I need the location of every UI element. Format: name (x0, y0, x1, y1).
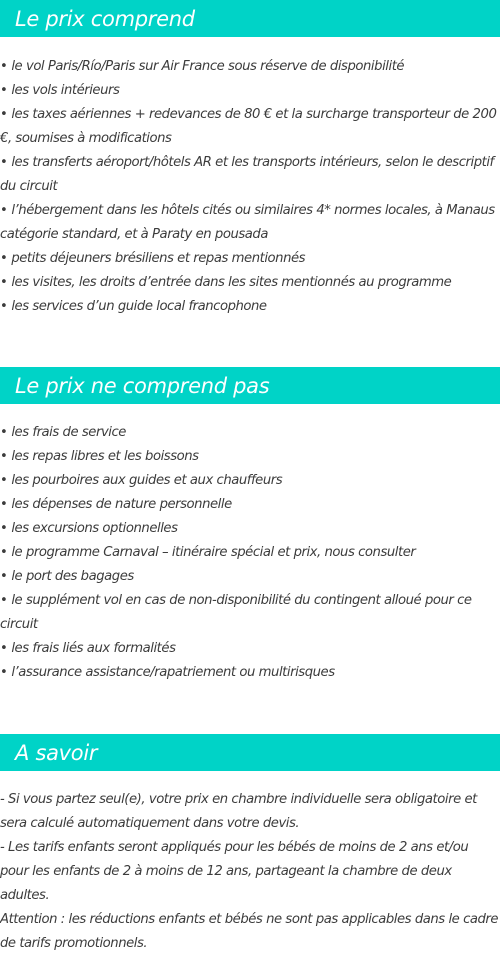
list-item: • le vol Paris/Río/Paris sur Air France sous réserve de disponibilité (0, 55, 500, 79)
list-item: • les taxes aériennes + redevances de 80 € et la surcharge transporteur de 200 €, soumises à modifications (0, 103, 500, 151)
list-item: • les repas libres et les boissons (0, 445, 500, 469)
section-price-excludes (0, 367, 500, 685)
section-header-price-excludes (0, 367, 500, 404)
list-item: • l’hébergement dans les hôtels cités ou similaires 4* normes locales, à Manaus catégorie standard, et à Paraty en pousada (0, 199, 500, 247)
list-item: • les excursions optionnelles (0, 517, 500, 541)
list-item: • le programme Carnaval – itinéraire spécial et prix, nous consulter (0, 541, 500, 565)
list-item: • les transferts aéroport/hôtels AR et les transports intérieurs, selon le descriptif du circuit (0, 151, 500, 199)
section-header-to-know (0, 734, 500, 771)
section-title: A savoir (15, 740, 98, 765)
list-item: • les vols intérieurs (0, 79, 500, 103)
list-item: • l’assurance assistance/rapatriement ou multirisques (0, 661, 500, 685)
section-title: Le prix ne comprend pas (15, 373, 270, 398)
list-item: • les frais de service (0, 421, 500, 445)
included-list (0, 37, 500, 319)
list-item: • les pourboires aux guides et aux chauffeurs (0, 469, 500, 493)
list-item: • petits déjeuners brésiliens et repas mentionnés (0, 247, 500, 271)
excluded-list (0, 404, 500, 685)
list-item: • les dépenses de nature personnelle (0, 493, 500, 517)
info-paragraph: - Les tarifs enfants seront appliqués pour les bébés de moins de 2 ans et/ou pour les enfants de 2 à moins de 12 ans, partageant la chambre de deux adultes. (0, 840, 469, 903)
list-item: • le supplément vol en cas de non-disponibilité du contingent alloué pour ce circuit (0, 589, 500, 637)
info-paragraph: Attention : les réductions enfants et bébés ne sont pas applicables dans le cadre de tarifs promotionnels. (0, 912, 499, 951)
info-notes (0, 771, 500, 956)
section-title: Le prix comprend (15, 6, 195, 31)
section-header-price-includes (0, 0, 500, 37)
list-item: • les visites, les droits d’entrée dans les sites mentionnés au programme (0, 271, 500, 295)
info-paragraph: - Si vous partez seul(e), votre prix en chambre individuelle sera obligatoire et sera calculé automatiquement dans votre devis. (0, 792, 477, 831)
list-item: • le port des bagages (0, 565, 500, 589)
section-to-know (0, 734, 500, 956)
list-item: • les frais liés aux formalités (0, 637, 500, 661)
list-item: • les services d’un guide local francophone (0, 295, 500, 319)
section-price-includes (0, 0, 500, 319)
